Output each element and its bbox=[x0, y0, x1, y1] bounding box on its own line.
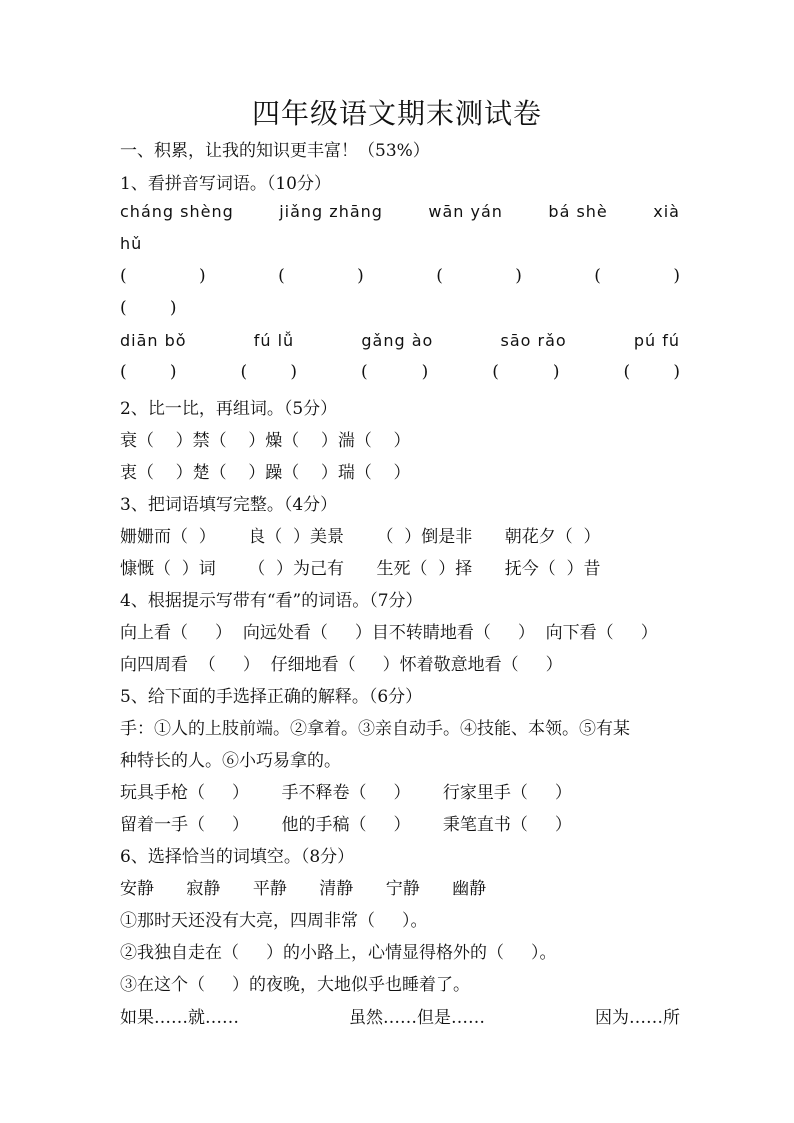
bracket: ) bbox=[357, 266, 364, 286]
conjunction: 如果……就…… bbox=[120, 1008, 239, 1028]
question-1-heading: 1、看拼音写词语。（10分） bbox=[120, 174, 331, 194]
compare-row-2: 衷（ ）楚（ ）躁（ ）瑞（ ） bbox=[120, 463, 411, 483]
pinyin-item: jiǎng zhāng bbox=[279, 202, 383, 221]
bracket: ( bbox=[594, 266, 601, 286]
pinyin-item: pú fú bbox=[633, 331, 680, 350]
pinyin-row-1 bbox=[120, 202, 680, 221]
question-4-heading: 4、根据提示写带有“看”的词语。（7分） bbox=[120, 591, 423, 611]
conjunction: 虽然……但是…… bbox=[349, 1008, 485, 1028]
page-title: 四年级语文期末测试卷 bbox=[251, 97, 542, 130]
bracket: ( ) bbox=[623, 362, 680, 382]
bracket: ) bbox=[199, 266, 206, 286]
idiom-row-2: 慷慨（ ）词 （ ）为己有 生死（ ）择 抚今（ ）昔 bbox=[120, 559, 601, 579]
pinyin-wrap: hǔ bbox=[120, 234, 143, 253]
answer-blanks-row-1 bbox=[120, 266, 680, 286]
pinyin-item: xià bbox=[653, 202, 680, 221]
bracket: ) bbox=[515, 266, 522, 286]
bracket: ( ) bbox=[120, 362, 177, 382]
bracket: ( ) bbox=[240, 362, 297, 382]
section-heading: 一、积累，让我的知识更丰富！（53%） bbox=[120, 141, 430, 161]
sentence-1: ①那时天还没有大亮，四周非常（ ）。 bbox=[120, 911, 428, 931]
bracket: ( ) bbox=[492, 362, 560, 382]
pinyin-item: bá shè bbox=[548, 202, 608, 221]
bracket: ( bbox=[120, 266, 127, 286]
pinyin-item: cháng shèng bbox=[120, 202, 234, 221]
look-row-1: 向上看（ ） 向远处看（ ）目不转睛地看（ ） 向下看（ ） bbox=[120, 623, 658, 643]
pinyin-item: diān bǒ bbox=[120, 331, 187, 350]
compare-row-1: 衰（ ）禁（ ）燥（ ）湍（ ） bbox=[120, 431, 411, 451]
pinyin-item: wān yán bbox=[428, 202, 503, 221]
pinyin-item: fú lǚ bbox=[253, 331, 295, 350]
idiom-row-1: 姗姗而（ ） 良（ ）美景 （ ）倒是非 朝花夕（ ） bbox=[120, 527, 601, 547]
word-choices: 安静 寂静 平静 清静 宁静 幽静 bbox=[120, 879, 487, 899]
hand-row-1: 玩具手枪（ ） 手不释卷（ ） 行家里手（ ） bbox=[120, 783, 572, 803]
question-3-heading: 3、把词语填写完整。（4分） bbox=[120, 495, 338, 515]
bracket: ( bbox=[436, 266, 443, 286]
pinyin-row-2 bbox=[120, 331, 680, 350]
pinyin-item: sāo rǎo bbox=[500, 331, 567, 350]
answer-blanks-row-2 bbox=[120, 362, 680, 382]
bracket: ) bbox=[673, 266, 680, 286]
pinyin-item: gǎng ào bbox=[361, 331, 434, 350]
bracket: ( bbox=[278, 266, 285, 286]
conjunction: 因为……所 bbox=[595, 1008, 680, 1028]
answer-blank-wrap: ( ) bbox=[120, 298, 177, 318]
question-6-heading: 6、选择恰当的词填空。（8分） bbox=[120, 847, 355, 867]
question-2-heading: 2、比一比，再组词。（5分） bbox=[120, 399, 338, 419]
sentence-2: ②我独自走在（ ）的小路上，心情显得格外的（ ）。 bbox=[120, 943, 557, 963]
definition-line-1: 手：①人的上肢前端。②拿着。③亲自动手。④技能、本领。⑤有某 bbox=[120, 719, 630, 739]
definition-line-2: 种特长的人。⑥小巧易拿的。 bbox=[120, 751, 341, 771]
question-5-heading: 5、给下面的手选择正确的解释。（6分） bbox=[120, 687, 423, 707]
hand-row-2: 留着一手（ ） 他的手稿（ ） 秉笔直书（ ） bbox=[120, 815, 572, 835]
sentence-3: ③在这个（ ）的夜晚，大地似乎也睡着了。 bbox=[120, 975, 471, 995]
conjunction-row bbox=[120, 1003, 680, 1028]
look-row-2: 向四周看 （ ） 仔细地看（ ）怀着敬意地看（ ） bbox=[120, 655, 563, 675]
bracket: ( ) bbox=[360, 362, 429, 382]
